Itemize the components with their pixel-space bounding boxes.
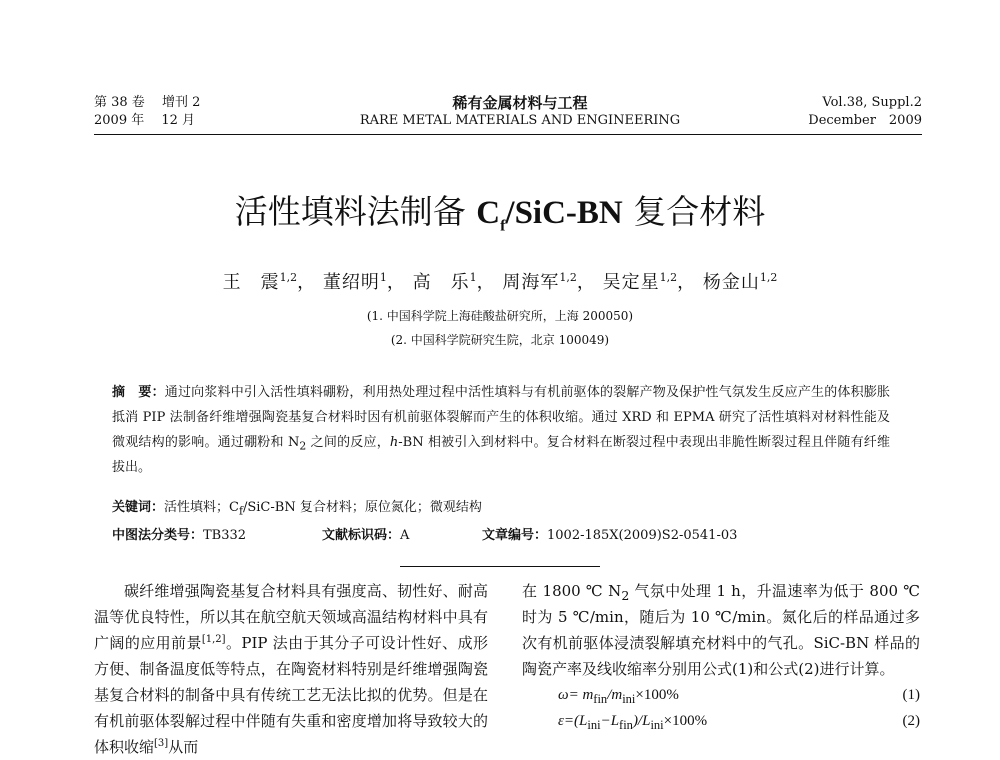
volume-en-line: Vol.38, Suppl.2	[822, 95, 922, 110]
title-cn-pre: 活性填料法制备	[234, 192, 477, 231]
author-name: 王 震	[222, 272, 280, 293]
author-name: 杨金山	[702, 272, 760, 293]
document-code-label: 文献标识码：	[322, 528, 401, 543]
keywords-text: 活性填料；C	[164, 500, 239, 515]
keywords-text: /SiC-BN 复合材料；原位氮化；微观结构	[242, 500, 482, 515]
article-number	[482, 527, 737, 545]
abstract-text: 通过向浆料中引入活性填料硼粉，利用热处理过程中活性填料与有机前驱体的裂解产物及保护性气氛发生反应产生的体积膨胀抵消 PIP 法制备纤维增强陶瓷基复合材料时因有机前驱体裂解而产生的体积收缩。通过 XRD 和 EPMA 研究了活性填料对材料性能及微观结构的影响。通过硼粉和 N	[112, 385, 890, 450]
affiliation: (2. 中国科学院研究生院，北京 100049)	[390, 333, 610, 347]
eq-part: )/L	[632, 713, 651, 729]
document-code	[322, 527, 482, 545]
journal-volume-issue	[94, 94, 200, 130]
author	[413, 272, 477, 293]
author-affiliation-mark: 1	[379, 271, 387, 284]
title-cn-post: 复合材料	[622, 192, 766, 231]
body-text: 。PIP 法由于其分子可设计性好、成形方便、制备温度低等特点，在陶瓷材料特别是纤维增强陶瓷基复合材料的制备中具有传统工艺无法比拟的优势。但是在有机前驱体裂解过程中伴随有失重和密度增加将导致较大的体积收缩	[94, 634, 488, 756]
eq-sub: ini	[650, 718, 664, 732]
body-column-left	[94, 578, 488, 760]
date-en-line: December 2009	[808, 113, 922, 128]
keywords-label: 关键词：	[112, 500, 165, 515]
clc-label: 中图法分类号：	[112, 528, 204, 543]
body-column-right	[522, 578, 920, 734]
eq-sub: fin	[593, 692, 608, 706]
author-affiliation-mark: 1,2	[659, 271, 678, 284]
author	[502, 272, 577, 293]
citation: [1,2]	[201, 634, 226, 645]
abstract-label: 摘 要：	[112, 385, 165, 400]
author-affiliation-mark: 1,2	[759, 271, 778, 284]
equation-formula	[558, 708, 707, 734]
journal-name-cn: 稀有金属材料与工程	[452, 94, 588, 112]
author	[323, 272, 387, 293]
author-name: 高 乐	[412, 272, 470, 293]
abstract-separator	[400, 566, 600, 567]
body-text: 从而	[168, 738, 199, 756]
author-list: 王 震$^{1,2}$， 董绍明$^1$， 高 乐$^1$， 周海军$^{1,2}$， 吴定星$^{1,2}$， 杨金山$^{1,2}$	[222, 271, 778, 293]
keywords	[112, 499, 890, 517]
journal-name	[300, 94, 740, 130]
author-affiliation-mark: 1,2	[279, 271, 298, 284]
eq-sub: ini	[622, 692, 636, 706]
author-affiliation-mark: 1	[469, 271, 477, 284]
eq-part: ε=(L	[558, 713, 588, 729]
equation-number: (1)	[902, 687, 920, 703]
abstract	[112, 380, 890, 480]
author-name: 周海军	[502, 272, 560, 293]
eq-part: ω= m	[558, 687, 594, 703]
citation: [3]	[154, 738, 169, 749]
journal-name-en: RARE METAL MATERIALS AND ENGINEERING	[359, 113, 681, 128]
keywords-subscript: f	[238, 504, 243, 518]
title-en-c: C	[476, 195, 501, 231]
year-month-line: 2009 年 12 月	[94, 113, 196, 128]
eq-part: /m	[607, 687, 623, 703]
article-number-label: 文章编号：	[482, 528, 548, 543]
author	[603, 272, 678, 293]
author-name: 董绍明	[322, 272, 380, 293]
article-number-value: 1002-185X(2009)S2-0541-03	[547, 528, 738, 543]
title-en	[476, 195, 623, 235]
equation-formula	[558, 682, 679, 708]
title-en-rest: /SiC-BN	[505, 195, 623, 231]
body-text: 碳纤维增强陶瓷基复合材料具有强度高、韧性好、耐高温等优良特性，所以其在航空航天领域高温结构材料中具有广阔的应用前景	[94, 582, 488, 652]
eq-part: −L	[600, 713, 620, 729]
header-rule	[94, 134, 922, 135]
classification-line	[112, 527, 890, 545]
body-paragraph	[94, 578, 488, 760]
title-en-sub: f	[500, 217, 506, 235]
eq-sub: fin	[619, 718, 633, 732]
document-code-value: A	[400, 528, 410, 543]
eq-part: ×100%	[663, 713, 708, 729]
journal-volume-en	[808, 94, 922, 130]
author-affiliation-mark: 1,2	[559, 271, 577, 284]
body-text: 在 1800 ℃ N	[522, 582, 622, 600]
eq-part: ×100%	[635, 687, 679, 703]
clc-number	[112, 527, 322, 545]
volume-issue-line: 第 38 卷 增刊 2	[94, 95, 201, 110]
equation-2	[522, 708, 920, 734]
abstract-text: 之间的反应，	[306, 435, 390, 450]
equation-number: (2)	[902, 713, 920, 729]
affiliation: (1. 中国科学院上海硅酸盐研究所，上海 200050)	[366, 309, 634, 323]
eq-sub: ini	[587, 718, 601, 732]
clc-value: TB332	[203, 528, 247, 543]
author	[223, 272, 298, 293]
abstract-italic: h	[389, 435, 399, 450]
abstract-text: -BN 相被引入到材料中。复合材料在断裂过程中表现出非脆性断裂过程且伴随有纤维拔出。	[112, 435, 890, 475]
body-paragraph	[522, 578, 920, 682]
body-subscript: 2	[621, 588, 630, 603]
equation-1	[522, 682, 920, 708]
author	[703, 272, 778, 293]
author-name: 吴定星	[602, 272, 660, 293]
abstract-subscript: 2	[299, 439, 307, 453]
paper-title	[0, 190, 1000, 235]
body-text: 气氛中处理 1 h，升温速率为低于 800 ℃ 时为 5 ℃/min，随后为 10 ℃/min。氮化后的样品通过多次有机前驱体浸渍裂解填充材料中的气孔。SiC-BN 样品的陶瓷产率及线收缩率分别用公式(1)和公式(2)进行计算。	[522, 582, 920, 678]
